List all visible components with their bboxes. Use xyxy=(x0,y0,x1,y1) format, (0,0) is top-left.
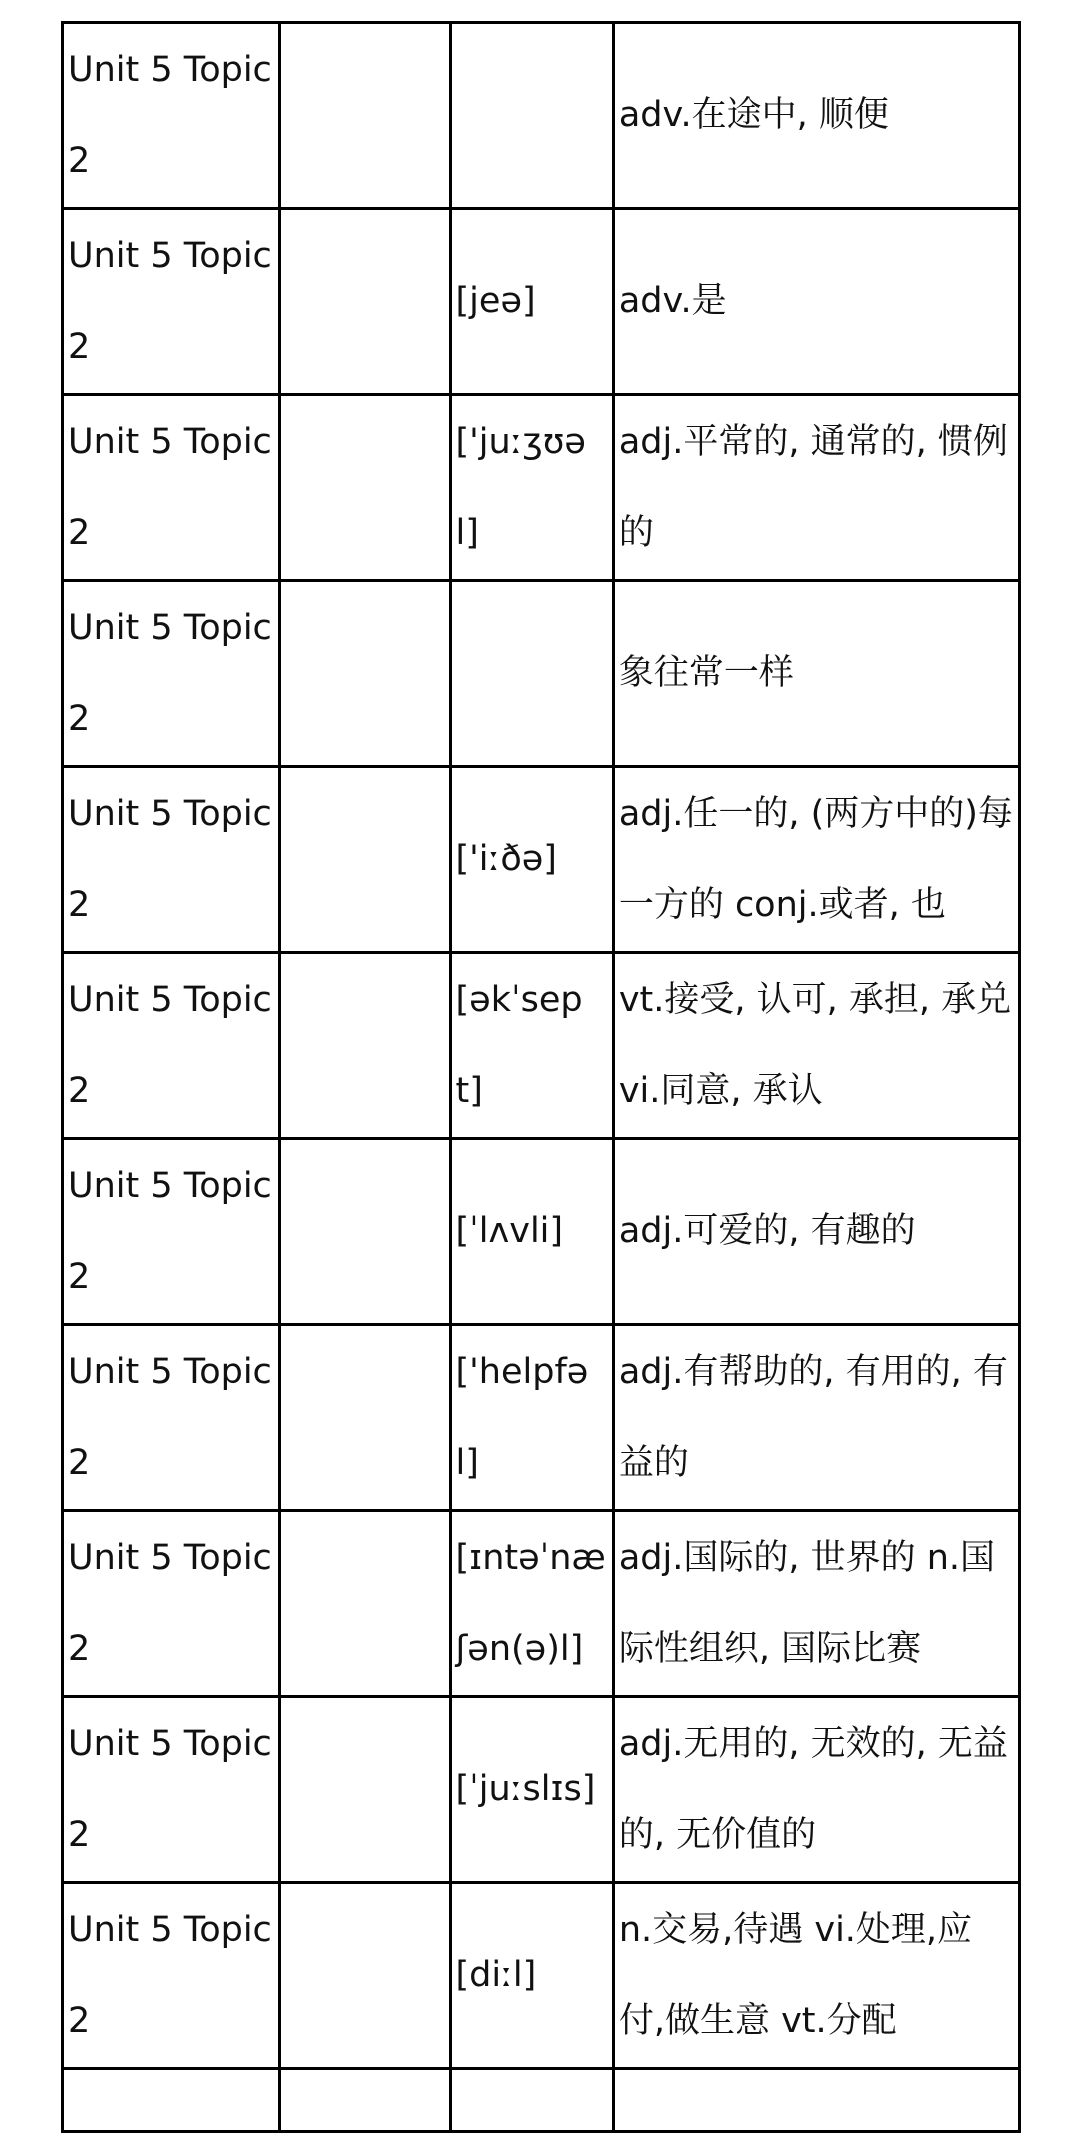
word-cell xyxy=(280,767,451,953)
meaning-cell: adj.无用的, 无效的, 无益的, 无价值的 xyxy=(613,1697,1019,1883)
unit-cell: Unit 5 Topic 2 xyxy=(63,1139,280,1325)
table-row xyxy=(63,2069,1020,2132)
word-cell xyxy=(280,395,451,581)
meaning-cell: vt.接受, 认可, 承担, 承兑 vi.同意, 承认 xyxy=(613,953,1019,1139)
meaning-cell: adj.任一的, (两方中的)每一方的 conj.或者, 也 xyxy=(613,767,1019,953)
phonetic-cell: ['iːðə] xyxy=(450,767,613,953)
phonetic-cell xyxy=(450,581,613,767)
meaning-cell: adj.国际的, 世界的 n.国际性组织, 国际比赛 xyxy=(613,1511,1019,1697)
meaning-cell: adv.是 xyxy=(613,209,1019,395)
table-row xyxy=(63,1325,1020,1511)
word-cell xyxy=(280,209,451,395)
phonetic-cell: [jeə] xyxy=(450,209,613,395)
word-cell xyxy=(280,1511,451,1697)
meaning-cell: adj.有帮助的, 有用的, 有益的 xyxy=(613,1325,1019,1511)
unit-cell: Unit 5 Topic 2 xyxy=(63,953,280,1139)
meaning-cell: 象往常一样 xyxy=(613,581,1019,767)
phonetic-cell xyxy=(450,23,613,209)
unit-cell: Unit 5 Topic 2 xyxy=(63,1883,280,2069)
phonetic-cell: [ˈjuːslɪs] xyxy=(450,1697,613,1883)
word-cell xyxy=(280,2069,451,2132)
table-row xyxy=(63,1697,1020,1883)
phonetic-cell: ['helpfəl] xyxy=(450,1325,613,1511)
unit-cell: Unit 5 Topic 2 xyxy=(63,1325,280,1511)
table-row xyxy=(63,1883,1020,2069)
word-cell xyxy=(280,1883,451,2069)
meaning-cell: adv.在途中, 顺便 xyxy=(613,23,1019,209)
table-row xyxy=(63,767,1020,953)
unit-cell: Unit 5 Topic 2 xyxy=(63,767,280,953)
phonetic-cell: [ˈlʌvli] xyxy=(450,1139,613,1325)
word-cell xyxy=(280,581,451,767)
meaning-cell xyxy=(613,2069,1019,2132)
unit-cell: Unit 5 Topic 2 xyxy=(63,23,280,209)
phonetic-cell: [ɪntəˈnæʃən(ə)l] xyxy=(450,1511,613,1697)
word-cell xyxy=(280,1139,451,1325)
vocabulary-table xyxy=(61,21,1021,2133)
word-cell xyxy=(280,953,451,1139)
table-row xyxy=(63,209,1020,395)
phonetic-cell: [diːl] xyxy=(450,1883,613,2069)
phonetic-cell xyxy=(450,2069,613,2132)
unit-cell xyxy=(63,2069,280,2132)
table-row xyxy=(63,581,1020,767)
unit-cell: Unit 5 Topic 2 xyxy=(63,209,280,395)
word-cell xyxy=(280,23,451,209)
meaning-cell: adj.可爱的, 有趣的 xyxy=(613,1139,1019,1325)
meaning-cell: n.交易,待遇 vi.处理,应付,做生意 vt.分配 xyxy=(613,1883,1019,2069)
word-cell xyxy=(280,1325,451,1511)
word-cell xyxy=(280,1697,451,1883)
table-row xyxy=(63,395,1020,581)
unit-cell: Unit 5 Topic 2 xyxy=(63,1697,280,1883)
table-row xyxy=(63,1139,1020,1325)
table-row xyxy=(63,953,1020,1139)
meaning-cell: adj.平常的, 通常的, 惯例的 xyxy=(613,395,1019,581)
phonetic-cell: [əkˈsept] xyxy=(450,953,613,1139)
unit-cell: Unit 5 Topic 2 xyxy=(63,395,280,581)
unit-cell: Unit 5 Topic 2 xyxy=(63,1511,280,1697)
table-row xyxy=(63,1511,1020,1697)
phonetic-cell: ['juːʒʊəl] xyxy=(450,395,613,581)
unit-cell: Unit 5 Topic 2 xyxy=(63,581,280,767)
table-row xyxy=(63,23,1020,209)
